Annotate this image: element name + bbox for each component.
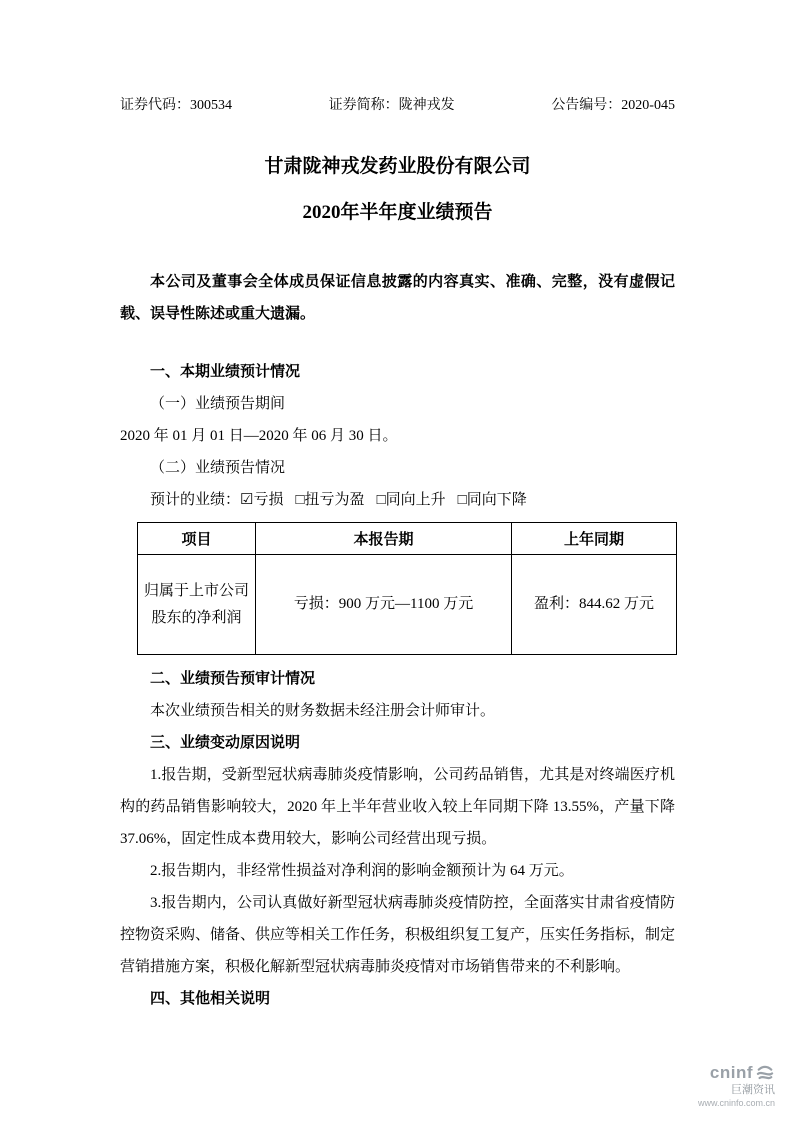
section3-paragraph-2: 2.报告期内，非经常性损益对净利润的影响金额预计为 64 万元。 [150,863,574,879]
document-header [120,96,675,116]
table-header-prior-period: 上年同期 [512,523,677,555]
forecast-option-label: 同向下降 [466,492,527,508]
checkbox-unchecked-icon: □ [295,492,305,508]
forecast-prefix: 预计的业绩： [150,492,241,508]
document-title-report: 2020年半年度业绩预告 [302,202,493,223]
checkbox-unchecked-icon: □ [457,492,467,508]
checkbox-checked-icon: ☑ [240,492,254,508]
section1-sub2-heading: （二）业绩预告情况 [150,460,286,476]
security-code: 证券代码：300534 [120,98,232,113]
forecast-option-label: 亏损 [253,492,284,508]
cninfo-swirl-icon [755,1063,775,1083]
section1-heading: 一、本期业绩预计情况 [150,364,301,380]
checkbox-unchecked-icon: □ [376,492,386,508]
disclaimer-paragraph: 本公司及董事会全体成员保证信息披露的内容真实、准确、完整，没有虚假记载、误导性陈述或重大遗漏。 [120,274,675,322]
cninfo-chinese-name: 巨潮资讯 [731,1084,775,1097]
section2-body: 本次业绩预告相关的财务数据未经注册会计师审计。 [150,703,496,719]
cninfo-logo-row [698,1063,775,1083]
forecast-option-same-direction-up [377,492,446,508]
cninfo-url: www.cninfo.com.cn [697,1097,775,1108]
table-row [138,555,677,655]
table-cell-item: 归属于上市公司股东的净利润 [138,555,256,655]
section3-paragraph-3: 3.报告期内，公司认真做好新型冠状病毒肺炎疫情防控，全面落实甘肃省疫情防控物资采购、储备、供应等相关工作任务，积极组织复工复产，压实任务指标，制定营销措施方案，积极化解新型冠状病毒肺炎疫情对市场销售带来的不利影响。 [120,895,676,975]
section4-heading: 四、其他相关说明 [150,991,271,1007]
section2-heading: 二、业绩预告预审计情况 [150,671,316,687]
forecast-option-loss [240,492,283,508]
table-header-row [138,523,677,555]
table-cell-prior-period: 盈利：844.62 万元 [512,555,677,655]
cninfo-logo-text: cninf [709,1063,753,1083]
table-cell-current-period: 亏损：900 万元—1100 万元 [256,555,512,655]
security-abbr: 证券简称：陇神戎发 [328,98,455,113]
section1-sub1-heading: （一）业绩预告期间 [150,396,286,412]
forecast-option-label: 扭亏为盈 [304,492,365,508]
cninfo-logo [698,1063,775,1108]
section3-heading: 三、业绩变动原因说明 [150,735,301,751]
forecast-table [137,522,677,655]
forecast-options-line [120,484,675,516]
forecast-option-label: 同向上升 [385,492,446,508]
forecast-option-same-direction-down [458,492,527,508]
table-header-current-period: 本报告期 [256,523,512,555]
forecast-option-turnaround [295,492,364,508]
document-title-company: 甘肃陇神戎发药业股份有限公司 [264,156,531,177]
section3-paragraph-1: 1.报告期，受新型冠状病毒肺炎疫情影响，公司药品销售，尤其是对终端医疗机构的药品销售影响较大，2020 年上半年营业收入较上年同期下降 13.55%，产量下降 37.06%，固定性成本费用较大，影响公司经营出现亏损。 [120,767,675,847]
forecast-period: 2020 年 01 月 01 日—2020 年 06 月 30 日。 [120,428,398,444]
table-header-item: 项目 [138,523,256,555]
announcement-number: 公告编号：2020-045 [551,98,675,113]
